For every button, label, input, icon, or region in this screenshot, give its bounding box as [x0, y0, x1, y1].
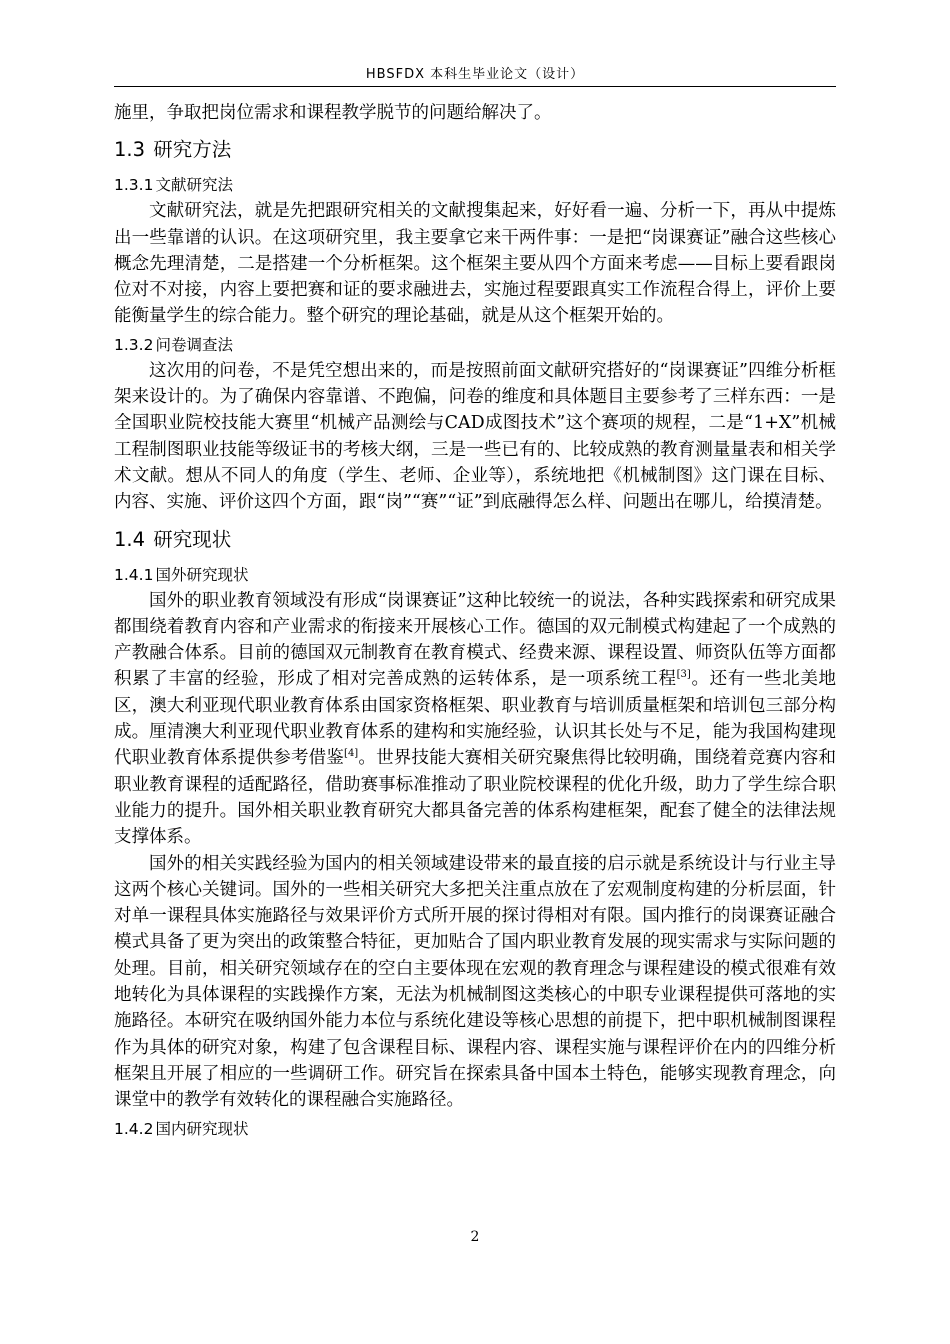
subsection-number: 1.4.2: [114, 1119, 154, 1138]
paragraph-text: 。还有一些北美地区，澳大利亚现代职业教育体系由国家资格框架、职业教育与培训质量框架和培训包三部分构成。厘清澳大利亚现代职业教育体系的建构和实施经验，认识其长处与不足，能为我国构建现代职业教育体系提供参考借鉴: [114, 669, 837, 769]
paragraph-text: 。世界技能大赛相关研究聚焦得比较明确，围绕着竞赛内容和职业教育课程的适配路径，借助赛事标准推动了职业院校课程的优化升级，助力了学生综合职业能力的提升。国外相关职业教育研究大都具备完善的体系构建框架，配套了健全的法律法规支撑体系。: [114, 748, 837, 848]
citation-4: [4]: [344, 748, 359, 760]
paragraph-questionnaire-method: 这次用的问卷，不是凭空想出来的，而是按照前面文献研究搭好的“岗课赛证”四维分析框架来设计的。为了确保内容靠谱、不跑偏，问卷的维度和具体题目主要参考了三样东西：一是全国职业院校技能大赛里“机械产品测绘与CAD成图技术”这个赛项的规程，二是“1+X”机械工程制图职业技能等级证书的考核大纲，三是一些已有的、比较成熟的教育测量量表和相关学术文献。想从不同人的角度（学生、老师、企业等），系统地把《机械制图》这门课在目标、内容、实施、评价这四个方面，跟“岗”“赛”“证”到底融得怎么样、问题出在哪儿，给摸清楚。: [114, 360, 836, 513]
subsection-title: 文献研究法: [155, 176, 233, 195]
subsection-number: 1.3.1: [114, 176, 154, 195]
section-heading-1-4: [114, 526, 836, 554]
section-number: 1.4: [114, 527, 146, 551]
subsection-title: 国外研究现状: [155, 565, 249, 584]
paragraph-text: 国外的职业教育领域没有形成“岗课赛证”这种比较统一的说法，各种实践探索和研究成果都围绕着教育内容和产业需求的衔接来开展核心工作。德国的双元制模式构建起了一个成熟的产教融合体系。目前的德国双元制教育在教育模式、经费来源、课程设置、师资队伍等方面都积累了丰富的经验，形成了相对完善成熟的运转体系，是一项系统工程: [114, 590, 836, 690]
running-header: HBSFDX 本科生毕业论文（设计）: [365, 67, 585, 82]
citation-3: [3]: [676, 669, 691, 681]
subsection-number: 1.3.2: [114, 335, 154, 354]
section-heading-1-3: [114, 136, 836, 164]
section-title: 研究方法: [153, 138, 232, 162]
subsection-number: 1.4.1: [114, 565, 154, 584]
section-title: 研究现状: [153, 527, 232, 551]
paragraph-foreign-research-1: [114, 588, 836, 851]
page-number: 2: [470, 1229, 480, 1245]
subsection-title: 国内研究现状: [155, 1119, 249, 1138]
paragraph-literature-method: 文献研究法，就是先把跟研究相关的文献搜集起来，好好看一遍、分析一下，再从中提炼出一些靠谱的认识。在这项研究里，我主要拿它来干两件事：一是把“岗课赛证”融合这些核心概念先理清楚，二是搭建一个分析框架。这个框架主要从四个方面来考虑——目标上要看跟岗位对不对接，内容上要把赛和证的要求融进去，实施过程要跟真实工作流程合得上，评价上要能衡量学生的综合能力。整个研究的理论基础，就是从这个框架开始的。: [114, 201, 836, 327]
section-number: 1.3: [114, 138, 146, 162]
subsection-heading-1-4-2: [114, 1116, 836, 1142]
subsection-heading-1-3-1: [114, 172, 836, 198]
subsection-heading-1-4-1: [114, 562, 836, 588]
paragraph-foreign-research-2: 国外的相关实践经验为国内的相关领域建设带来的最直接的启示就是系统设计与行业主导这两个核心关键词。国外的一些相关研究大多把关注重点放在了宏观制度构建的分析层面，针对单一课程具体实施路径与效果评价方式所开展的探讨得相对有限。国内推行的岗课赛证融合模式具备了更为突出的政策整合特征，更加贴合了国内职业教育发展的现实需求与实际问题的处理。目前，相关研究领域存在的空白主要体现在宏观的教育理念与课程建设的模式很难有效地转化为具体课程的实践操作方案，无法为机械制图这类核心的中职专业课程提供可落地的实施路径。本研究在吸纳国外能力本位与系统化建设等核心思想的前提下，把中职机械制图课程作为具体的研究对象，构建了包含课程目标、课程内容、课程实施与课程评价在内的四维分析框架且开展了相应的一些调研工作。研究旨在探索具备中国本土特色，能够实现教育理念，向课堂中的教学有效转化的课程融合实施路径。: [114, 853, 836, 1111]
subsection-heading-1-3-2: [114, 332, 836, 358]
subsection-title: 问卷调查法: [155, 335, 233, 354]
page-body: [114, 100, 836, 1142]
header-rule: [114, 86, 836, 87]
intro-tail-paragraph: 施里，争取把岗位需求和课程教学脱节的问题给解决了。: [114, 103, 552, 123]
